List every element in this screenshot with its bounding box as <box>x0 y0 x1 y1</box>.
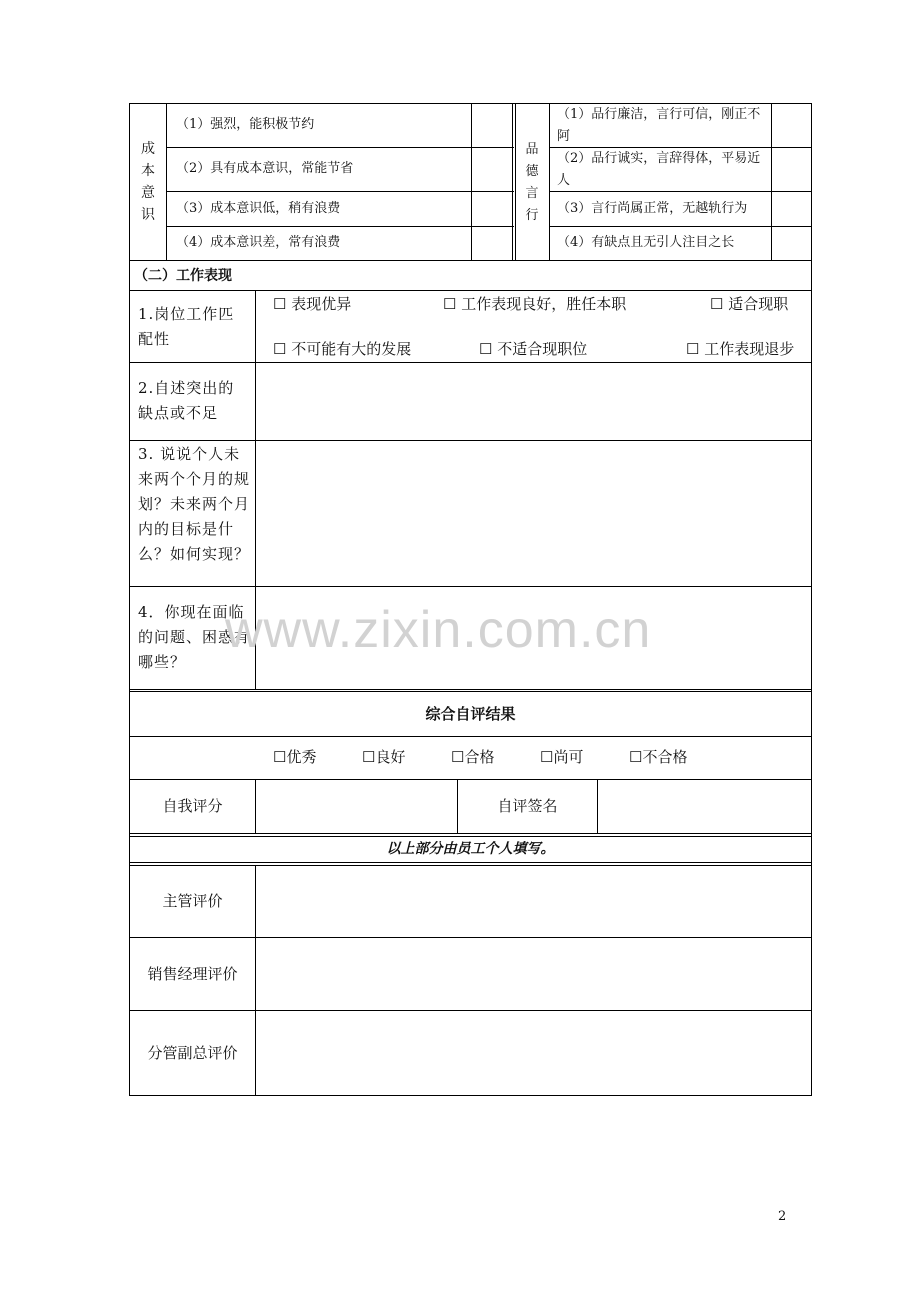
self-score-label: 自我评分 <box>162 797 223 815</box>
morals-score-cell-3[interactable] <box>772 192 811 226</box>
page-number: 2 <box>778 1209 787 1224</box>
q1-option-excellent[interactable]: ☐ 表现优异 <box>273 295 352 313</box>
cost-option-4: （4）成本意识差，常有浪费 <box>176 235 341 250</box>
summary-option-fail[interactable]: ☐不合格 <box>629 748 688 766</box>
q4-label: 4．你现在面临的问题、困惑有哪些？ <box>138 603 251 671</box>
q1-option-unsuitable[interactable]: ☐ 不适合现职位 <box>479 340 588 358</box>
employee-note: 以上部分由员工个人填写。 <box>386 841 555 857</box>
signature-field[interactable] <box>598 780 811 833</box>
morals-option-4: （4）有缺点且无引人注目之长 <box>557 235 735 250</box>
q1-option-suitable[interactable]: ☐ 适合现职 <box>710 295 789 313</box>
vp-eval-field[interactable] <box>256 1011 811 1095</box>
vp-eval-label: 分管副总评价 <box>147 1044 238 1062</box>
summary-title: 综合自评结果 <box>425 705 516 723</box>
morals-option-3: （3）言行尚属正常，无越轨行为 <box>557 201 748 216</box>
morals-score-cell-4[interactable] <box>772 227 811 260</box>
cost-score-cell-1[interactable] <box>472 104 512 147</box>
cost-score-cell-2[interactable] <box>472 148 512 191</box>
morals-score-cell-2[interactable] <box>772 148 811 191</box>
summary-option-excellent[interactable]: ☐优秀 <box>273 748 317 766</box>
q1-option-no-growth[interactable]: ☐ 不可能有大的发展 <box>273 340 412 358</box>
summary-option-fair[interactable]: ☐尚可 <box>540 748 584 766</box>
work-section-title: （二）工作表现 <box>134 268 232 284</box>
signature-label: 自评签名 <box>497 797 558 815</box>
morals-option-1: （1）品行廉洁，言行可信，刚正不阿 <box>557 107 761 144</box>
cost-heading: 成本意识 <box>141 141 155 223</box>
cost-score-cell-4[interactable] <box>472 227 512 260</box>
q1-label: 1.岗位工作匹配性 <box>138 305 235 348</box>
cost-option-2: （2）具有成本意识，常能节省 <box>176 161 354 176</box>
supervisor-eval-label: 主管评价 <box>162 892 223 910</box>
morals-score-cell-1[interactable] <box>772 104 811 147</box>
self-score-field[interactable] <box>256 780 457 833</box>
cost-score-cell-3[interactable] <box>472 192 512 226</box>
cost-option-1: （1）强烈，能积极节约 <box>176 117 315 132</box>
q3-label: 3. 说说个人未来两个个月的规划？未来两个月内的目标是什么？如何实现？ <box>138 445 251 563</box>
morals-heading: 品德言行 <box>525 142 539 223</box>
sales-manager-eval-field[interactable] <box>256 938 811 1010</box>
q1-option-good[interactable]: ☐ 工作表现良好，胜任本职 <box>443 295 627 313</box>
q3-answer-field[interactable] <box>256 441 811 586</box>
supervisor-eval-field[interactable] <box>256 866 811 937</box>
cost-option-3: （3）成本意识低，稍有浪费 <box>176 201 341 216</box>
q2-answer-field[interactable] <box>256 363 811 440</box>
q2-label: 2.自述突出的缺点或不足 <box>138 379 235 422</box>
watermark: www.zixin.com.cn <box>225 601 652 659</box>
morals-option-2: （2）品行诚实，言辞得体，平易近人 <box>557 151 761 188</box>
q1-option-declining[interactable]: ☐ 工作表现退步 <box>686 340 795 358</box>
sales-manager-eval-label: 销售经理评价 <box>147 965 238 983</box>
summary-option-good[interactable]: ☐良好 <box>362 748 406 766</box>
summary-option-pass[interactable]: ☐合格 <box>451 748 495 766</box>
